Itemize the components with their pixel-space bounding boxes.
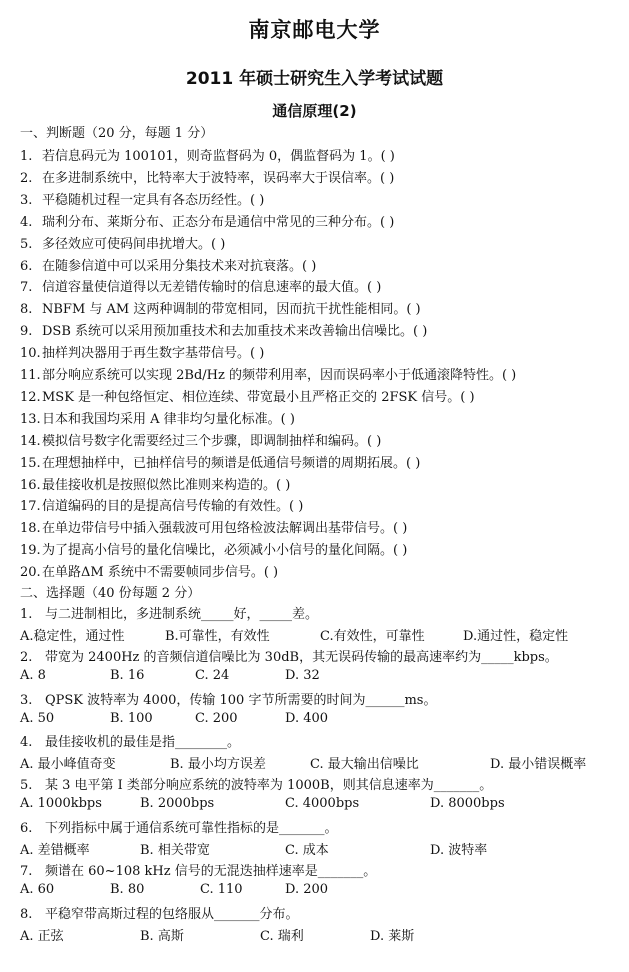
question-text: 抽样判决器用于再生数字基带信号。( ): [42, 346, 265, 362]
question-text: 下列指标中属于通信系统可靠性指标的是_______。: [45, 821, 338, 836]
question-number: 14.: [20, 433, 41, 449]
section-true-false-heading: 一、判断题（20 分，每题 1 分）: [20, 126, 214, 141]
question-number: 19.: [20, 543, 41, 559]
question-text: 在多进制系统中，比特率大于波特率，误码率大于误信率。( ): [42, 170, 395, 186]
mc-question: [20, 603, 318, 622]
question-number: 9.: [20, 324, 33, 340]
answer-option: D. 最小错误概率: [490, 757, 587, 773]
tf-question: [20, 452, 420, 471]
question-number: 13.: [20, 411, 41, 427]
question-number: 7.: [20, 280, 33, 296]
answer-option: D. 200: [285, 881, 329, 897]
mc-question: [20, 860, 376, 879]
question-number: 8.: [20, 302, 33, 318]
answer-option: D. 400: [285, 710, 329, 726]
tf-question: [20, 167, 394, 186]
question-number: 6.: [20, 821, 33, 836]
question-text: 平稳窄带高斯过程的包络服从_______分布。: [45, 906, 299, 922]
tf-question: [20, 517, 407, 536]
tf-question: [20, 539, 407, 558]
question-text: 在随参信道中可以采用分集技术来对抗衰落。( ): [42, 258, 317, 274]
question-number: 3.: [20, 692, 33, 708]
subject-title: 通信原理(2): [272, 102, 357, 120]
question-text: 带宽为 2400Hz 的音频信道信噪比为 30dB，其无误码传输的最高速率约为_____kbps。: [45, 649, 558, 665]
question-text: 在理想抽样中，已抽样信号的频谱是低通信号频谱的周期拓展。( ): [42, 455, 421, 471]
question-text: 在单路ΔM 系统中不需要帧同步信号。( ): [42, 565, 279, 581]
answer-option: B. 2000bps: [140, 796, 215, 812]
answer-option: C. 最大输出信噪比: [310, 757, 419, 773]
question-number: 1.: [20, 607, 33, 622]
question-text: QPSK 波特率为 4000，传输 100 字节所需要的时间为______ms。: [45, 692, 437, 708]
question-text: 部分响应系统可以实现 2Bd/Hz 的频带利用率，因而误码率小于低通滚降特性。( ): [42, 368, 517, 383]
answer-option: D. 32: [285, 667, 320, 683]
answer-option: A. 60: [20, 881, 55, 897]
question-text: 最佳接收机的最佳是指________。: [45, 735, 241, 751]
question-text: 频谱在 60~108 kHz 信号的无混迭抽样速率是_______。: [45, 863, 377, 879]
answer-option: A.稳定性，通过性: [20, 629, 125, 644]
question-text: 信道容量使信道得以无差错传输时的信息速率的最大值。( ): [42, 280, 382, 296]
answer-option: C. 瑞利: [260, 928, 304, 944]
mc-question: [20, 689, 436, 708]
question-number: 17.: [20, 499, 41, 515]
tf-question: [20, 255, 316, 274]
question-text: 多径效应可使码间串扰增大。( ): [42, 236, 226, 252]
question-number: 7.: [20, 863, 33, 879]
tf-question: [20, 320, 427, 339]
answer-option: C. 成本: [285, 843, 329, 858]
answer-option: D.通过性，稳定性: [463, 629, 569, 644]
answer-option: A. 1000kbps: [20, 796, 102, 812]
question-number: 10.: [20, 346, 41, 362]
tf-question: [20, 189, 264, 208]
answer-option: A. 8: [20, 667, 46, 683]
question-text: 信道编码的目的是提高信号传输的有效性。( ): [42, 499, 304, 515]
question-number: 12.: [20, 389, 41, 405]
tf-question: [20, 342, 264, 361]
question-number: 3.: [20, 192, 33, 208]
question-number: 5.: [20, 236, 33, 252]
question-text: 瑞利分布、莱斯分布、正态分布是通信中常见的三种分布。( ): [42, 214, 395, 230]
answer-option: A. 50: [20, 710, 55, 726]
question-number: 15.: [20, 455, 41, 471]
question-text: 最佳接收机是按照似然比准则来构造的。( ): [42, 477, 291, 493]
question-text: 日本和我国均采用 A 律非均匀量化标准。( ): [42, 411, 295, 427]
question-text: 与二进制相比，多进制系统_____好，_____差。: [45, 607, 319, 622]
question-number: 2.: [20, 649, 33, 665]
tf-question: [20, 145, 395, 164]
question-number: 4.: [20, 735, 33, 751]
tf-question: [20, 364, 516, 383]
question-text: DSB 系统可以采用预加重技术和去加重技术来改善输出信噪比。( ): [42, 324, 428, 340]
question-number: 4.: [20, 214, 33, 230]
answer-option: B. 相关带宽: [140, 843, 210, 858]
question-text: NBFM 与 AM 这两种调制的带宽相同，因而抗干扰性能相同。( ): [42, 302, 421, 318]
answer-option: B.可靠性，有效性: [165, 629, 270, 644]
question-number: 8.: [20, 906, 33, 922]
answer-option: C. 110: [200, 881, 243, 897]
tf-question: [20, 474, 290, 493]
answer-option: A. 差错概率: [20, 843, 90, 858]
question-text: 模拟信号数字化需要经过三个步骤，即调制抽样和编码。( ): [42, 433, 382, 449]
answer-option: D. 8000bps: [430, 796, 505, 812]
question-number: 5.: [20, 778, 33, 794]
answer-option: C.有效性，可靠性: [320, 629, 425, 644]
question-number: 2.: [20, 170, 33, 186]
question-number: 18.: [20, 521, 41, 537]
answer-option: C. 200: [195, 710, 238, 726]
answer-option: B. 高斯: [140, 928, 184, 944]
tf-question: [20, 408, 295, 427]
question-text: 为了提高小信号的量化信噪比，必须减小小信号的量化间隔。( ): [42, 543, 408, 559]
question-text: 在单边带信号中插入强载波可用包络检波法解调出基带信号。( ): [42, 521, 408, 537]
mc-question: [20, 774, 492, 793]
question-text: 某 3 电平第 I 类部分响应系统的波特率为 1000B，则其信息速率为_______。: [45, 778, 493, 794]
exam-title: 2011 年硕士研究生入学考试试题: [185, 69, 444, 89]
tf-question: [20, 233, 225, 252]
answer-option: C. 4000bps: [285, 796, 360, 812]
mc-question: [20, 903, 299, 922]
tf-question: [20, 276, 381, 295]
answer-option: D. 莱斯: [370, 928, 415, 944]
answer-option: A. 最小峰值奇变: [20, 757, 116, 773]
question-text: MSK 是一种包络恒定、相位连续、带宽最小且严格正交的 2FSK 信号。( ): [42, 389, 475, 405]
tf-question: [20, 211, 394, 230]
question-number: 16.: [20, 477, 41, 493]
tf-question: [20, 495, 303, 514]
answer-option: B. 80: [110, 881, 145, 897]
mc-question: [20, 731, 240, 750]
question-text: 若信息码元为 100101，则奇监督码为 0，偶监督码为 1。( ): [42, 149, 395, 164]
tf-question: [20, 430, 381, 449]
answer-option: D. 波特率: [430, 843, 488, 858]
question-number: 11.: [20, 368, 41, 383]
answer-option: B. 最小均方误差: [170, 757, 266, 773]
question-text: 平稳随机过程一定具有各态历经性。( ): [42, 192, 265, 208]
answer-option: A. 正弦: [20, 928, 64, 944]
tf-question: [20, 298, 421, 317]
question-number: 20.: [20, 565, 41, 581]
question-number: 6.: [20, 258, 33, 274]
answer-option: C. 24: [195, 667, 230, 683]
answer-option: B. 100: [110, 710, 153, 726]
school-name: 南京邮电大学: [248, 18, 381, 42]
mc-question: [20, 817, 338, 836]
tf-question: [20, 561, 278, 580]
question-number: 1.: [20, 149, 33, 164]
tf-question: [20, 386, 475, 405]
answer-option: B. 16: [110, 667, 145, 683]
mc-question: [20, 646, 558, 665]
section-multiple-choice-heading: 二、选择题（40 份每题 2 分）: [20, 586, 201, 601]
